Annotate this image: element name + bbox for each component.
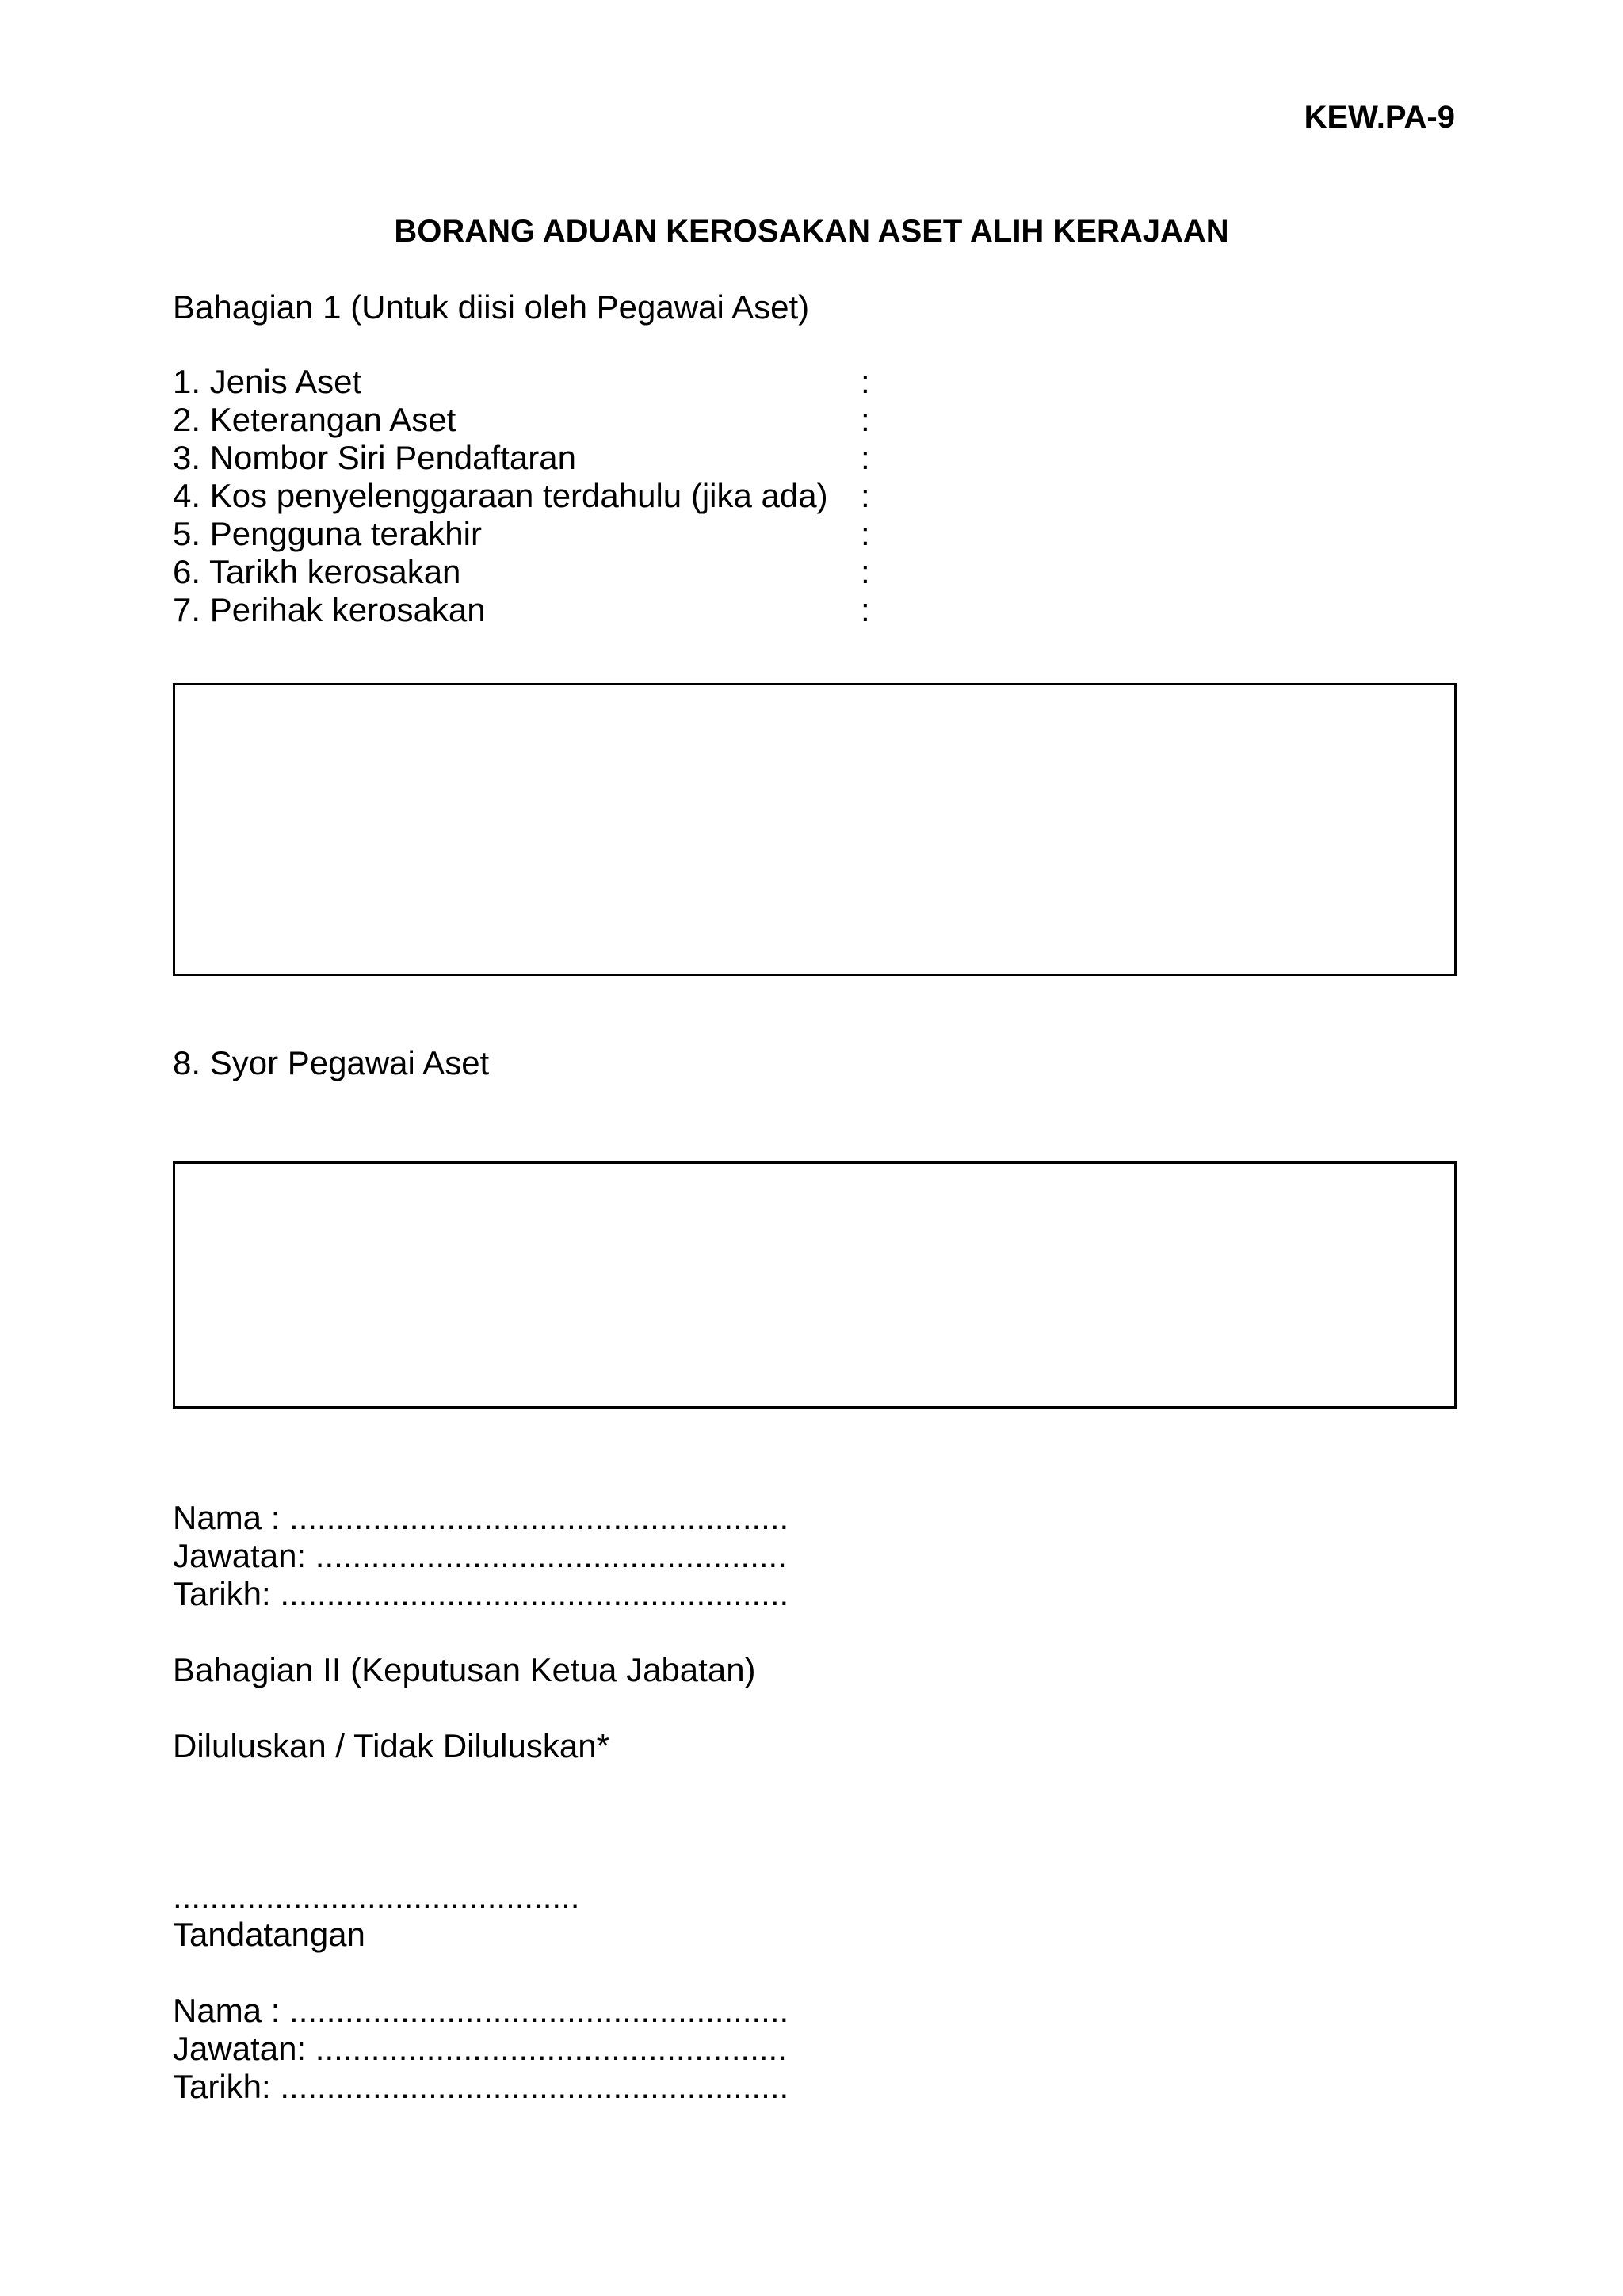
field-keterangan-aset: [173, 401, 886, 439]
head-tarikh-line[interactable]: Tarikh: .......................................................: [173, 2068, 789, 2105]
section2-heading: Bahagian II (Keputusan Ketua Jabatan): [173, 1651, 756, 1688]
approval-decision[interactable]: Diluluskan / Tidak Diluluskan*: [173, 1727, 609, 1764]
field-label: 2. Keterangan Aset: [173, 401, 456, 438]
officer-tarikh-line[interactable]: Tarikh: .......................................................: [173, 1575, 789, 1612]
field-nombor-siri: [173, 439, 886, 477]
recommendation-box[interactable]: [173, 1161, 1457, 1409]
field-colon: :: [861, 439, 870, 476]
officer-signature-block: [173, 1499, 789, 1613]
field-colon: :: [861, 591, 870, 628]
field-jenis-aset: [173, 363, 886, 401]
field-colon: :: [861, 477, 870, 514]
field-label: 6. Tarikh kerosakan: [173, 553, 461, 590]
field-label: 1. Jenis Aset: [173, 363, 362, 400]
signature-label: Tandatangan: [173, 1916, 365, 1953]
field-colon: :: [861, 515, 870, 552]
head-jawatan-line[interactable]: Jawatan: ...................................................: [173, 2030, 787, 2067]
section1-heading: Bahagian 1 (Untuk diisi oleh Pegawai Aset): [173, 288, 810, 326]
field-tarikh-kerosakan: [173, 553, 886, 591]
field-pengguna-terakhir: [173, 515, 886, 553]
field-label: 7. Perihak kerosakan: [173, 591, 486, 628]
field-kos-penyelenggaraan: [173, 477, 886, 515]
head-nama-line[interactable]: Nama : ......................................................: [173, 1992, 789, 2029]
field-colon: :: [861, 401, 870, 438]
form-code: KEW.PA-9: [1304, 100, 1455, 135]
signature-line[interactable]: ............................................: [173, 1878, 580, 1915]
recommendation-label: 8. Syor Pegawai Aset: [173, 1044, 490, 1081]
field-perihak-kerosakan: [173, 591, 886, 629]
field-label: 5. Pengguna terakhir: [173, 515, 482, 552]
field-colon: :: [861, 363, 870, 400]
form-title: BORANG ADUAN KEROSAKAN ASET ALIH KERAJAAN: [394, 214, 1229, 249]
field-label: 4. Kos penyelenggaraan terdahulu (jika ada): [173, 477, 828, 514]
officer-jawatan-line[interactable]: Jawatan: ...................................................: [173, 1537, 787, 1574]
asset-field-list: [173, 363, 886, 629]
head-signature-block: [173, 1992, 789, 2106]
field-label: 3. Nombor Siri Pendaftaran: [173, 439, 576, 476]
officer-nama-line[interactable]: Nama : ......................................................: [173, 1499, 789, 1536]
field-colon: :: [861, 553, 870, 590]
damage-description-box[interactable]: [173, 683, 1457, 976]
